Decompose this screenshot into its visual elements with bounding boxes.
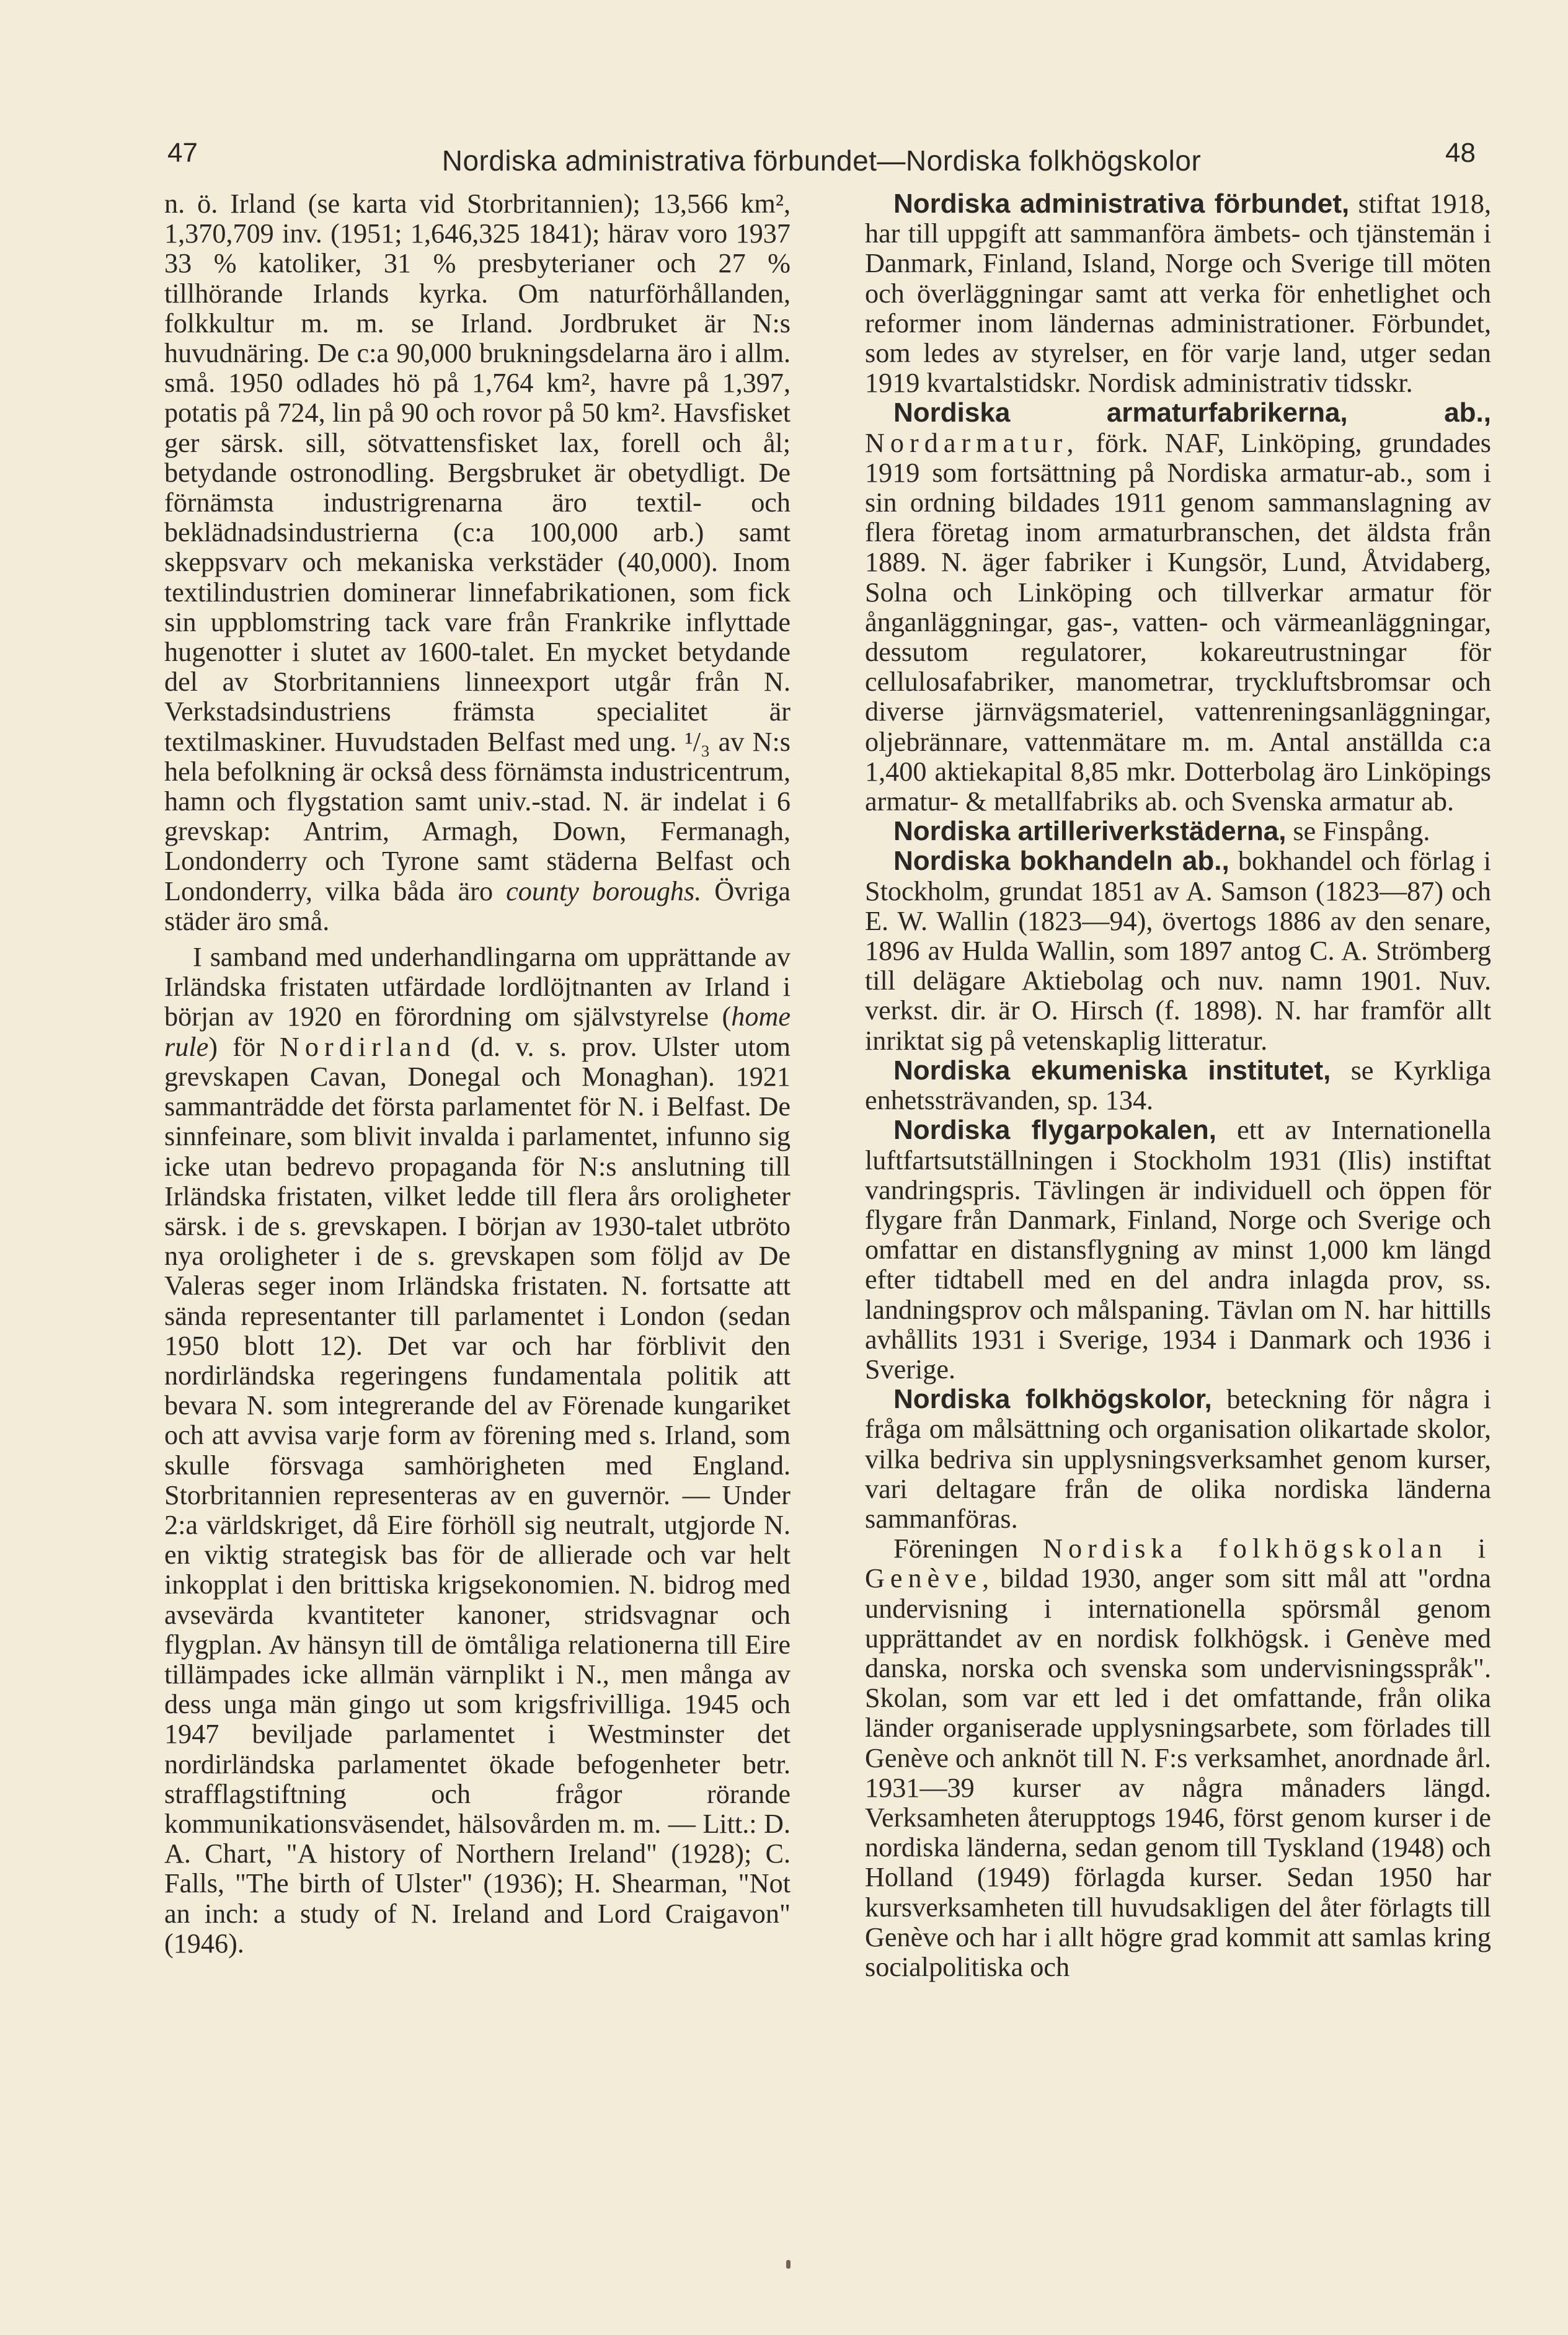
- entry-text: se Finspång.: [1286, 816, 1430, 847]
- entry-text: se Kyrkliga enhetssträvanden, sp. 134.: [865, 1055, 1491, 1116]
- emphasis: county boroughs.: [506, 875, 702, 906]
- entry-headword: Nordiska folkhögskolor,: [893, 1384, 1212, 1415]
- entry-text: beteckning för några i fråga om målsättning och organisation olikartade skolor, vilka bedriva sin upplysningsverksamhet genom kurser, vari deltagare från de olika nordiska länderna sammanföras.: [865, 1384, 1491, 1534]
- entry-headword: Nordiska artilleriverkstäderna,: [893, 816, 1287, 847]
- text-run: I samband med underhandlingarna om upprättande av Irländska fristaten utfärdade lordlöjtnanten av Irland i början av 1920 en förordning om självstyrelse (: [164, 942, 791, 1032]
- print-mark: [786, 2260, 791, 2269]
- right-column: [865, 189, 1491, 1982]
- entry-flygarpokalen: [865, 1115, 1491, 1385]
- spaced-term: Nordarmatur,: [865, 427, 1079, 458]
- entry-headword: Nordiska ekumeniska institutet,: [893, 1055, 1331, 1086]
- text-run: , bildad 1930, anger som sitt mål att "ordna undervisning i internationella spörsmål genom upprättandet av en nordisk folkhögsk. i Genève med danska, norska och svenska som undervisningsspråk". Skolan, som var ett led i det omfattande, från olika länder organiserade upplysningsarbete, som förlades till Genève och anknöt till N. F:s verksamhet, anordnade årl. 1931—39 kurser av några månaders längd. Verksamheten återupptogs 1946, först genom kurser i de nordiska länderna, sedan genom till Tyskland (1948) och Holland (1949) förlagda kurser. Sedan 1950 har kursverksamheten till huvudsakligen del åter förlagts till Genève och har i allt högre grad kommit att samlas kring socialpolitiska och: [865, 1563, 1491, 1982]
- text-run: n. ö. Irland (se karta vid Storbritannien); 13,566 km², 1,370,709 inv. (1951; 1,646,325 1841); härav voro 1937 33 % katoliker, 31 % presbyterianer och 27 % tillhörande Irlands kyrka. Om naturförhållanden, folkkultur m. m. se Irland. Jordbruket är N:s huvudnäring. De c:a 90,000 brukningsdelarna äro i allm. små. 1950 odlades hö på 1,764 km², havre på 1,397, potatis på 724, lin på 90 och rovor på 50 km². Havsfisket ger särsk. sill, sötvattensfisket lax, forell och ål; betydande ostronodling. Bergsbruket är obetydligt. De förnämsta industrigrenarna äro textil- och beklädnadsindustrierna (c:a 100,000 arb.) samt skeppsvarv och mekaniska verkstäder (40,000). Inom textilindustrien dominerar linnefabrikationen, som fick sin uppblomstring tack vare från Frankrike inflyttade hugenotter i slutet av 1600-talet. En mycket betydande del av Storbritanniens linneexport utgår från N. Verkstadsindustriens främsta specialitet är textilmaskiner. Huvudstaden Belfast med ung. ¹/₃ av N:s hela befolkning är också dess förnämsta industricentrum, hamn och flygstation samt univ.-stad. N. är indelat i 6 grevskap: Antrim, Armagh, Down, Fermanagh, Londonderry och Tyrone samt städerna Belfast och Londonderry, vilka båda äro: [164, 188, 791, 906]
- paragraph-northern-ireland-history: [164, 942, 791, 1959]
- page-number-left: 47: [167, 138, 198, 168]
- paragraph-geneve-school: [865, 1534, 1491, 1982]
- text-run: Övriga städer äro små.: [164, 875, 791, 936]
- entry-headword: Nordiska flygarpokalen,: [893, 1115, 1216, 1146]
- text-run: (d. v. s. prov. Ulster utom grevskapen Cavan, Donegal och Monaghan). 1921 sammanträdde det första parlamentet för N. i Belfast. De sinnfeinare, som blivit invalda i parlamentet, infunno sig icke utan bedrevo propaganda för N:s anslutning till Irländska fristaten, vilket ledde till flera års oroligheter särsk. i de s. grevskapen. I början av 1930-talet utbröto nya oroligheter i de s. grevskapen som följd av De Valeras seger inom Irländska fristaten. N. fortsatte att sända representanter till parlamentet i London (sedan 1950 blott 12). Det var och har förblivit den nordirländska regeringens fundamentala politik att bevara N. som integrerande del av Förenade kungariket och att avvisa varje form av förening med s. Irland, som skulle försvaga samhörigheten med England. Storbritannien representeras av en guvernör. — Under 2:a världskriget, då Eire förhöll sig neutralt, utgjorde N. en viktig strategisk bas för de allierade och var helt inkopplat i den brittiska krigsekonomien. N. bidrog med avsevärda kvantiteter kanoner, stridsvagnar och flygplan. Av hänsyn till de ömtåliga relationerna till Eire tillämpades icke allmän värnplikt i N., men många av dess unga män gingo ut som krigsfrivilliga. 1945 och 1947 beviljade parlamentet i Westminster det nordirländska parlamentet ökade befogenheter betr. strafflagstiftning och frågor rörande kommunikationsväsendet, hälsovården m. m. — Litt.: D. A. Chart, "A history of Northern Ireland" (1928); C. Falls, "The birth of Ulster" (1936); H. Shearman, "Not an inch: a study of N. Ireland and Lord Craigavon" (1946).: [164, 1031, 791, 1959]
- entry-text: stiftat 1918, har till uppgift att sammanföra ämbets- och tjänstemän i Danmark, Finland, Island, Norge och Sverige till möten och överläggningar samt att verka för enhetlighet och reformer inom ländernas administrationer. Förbundet, som ledes av styrelser, en för varje land, utger sedan 1919 kvartalstidskr. Nordisk administrativ tidsskr.: [865, 188, 1491, 399]
- page-number-right: 48: [1445, 138, 1476, 168]
- text-run: ) för: [208, 1031, 280, 1062]
- spaced-term: Nordirland: [280, 1031, 456, 1062]
- entry-administrativa-forbundet: [865, 189, 1491, 398]
- entry-bokhandeln: [865, 846, 1491, 1055]
- page-header: [167, 138, 1476, 181]
- emphasis: home rule: [164, 1001, 791, 1062]
- entry-text: ett av Internationella luftfartsutställningen i Stockholm 1931 (Ilis) instiftat vandringspris. Tävlingen är individuell och öppen för flygare från Danmark, Finland, Norge och Sverige och omfattar en distansflygning av minst 1,000 km längd efter tidtabell med en del andra inlagda prov, ss. landningsprov och målspaning. Tävlan om N. har hittills avhållits 1931 i Sverige, 1934 i Danmark och 1936 i Sverige.: [865, 1115, 1491, 1385]
- entry-armaturfabrikerna: [865, 398, 1491, 817]
- entry-folkhogskolor: [865, 1385, 1491, 1534]
- entry-headword: Nordiska administrativa förbundet,: [893, 188, 1350, 219]
- entry-headword: Nordiska armaturfabrikerna, ab.,: [893, 397, 1491, 428]
- entry-text: förk. NAF, Linköping, grundades 1919 som fortsättning på Nordiska armatur-ab., som i sin ordning bildades 1911 genom sammanslagning av flera företag inom armaturbranschen, det äldsta från 1889. N. äger fabriker i Kungsör, Lund, Åtvidaberg, Solna och Linköping och tillverkar armatur för ånganläggningar, gas-, vatten- och värmeanläggningar, dessutom regulatorer, kokareutrustningar för cellulosafabriker, manometrar, tryckluftsbromsar och diverse järnvägsmateriel, vattenreningsanläggningar, oljebrännare, vattenmätare m. m. Antal anställda c:a 1,400 aktiekapital 8,85 mkr. Dotterbolag äro Linköpings armatur- & metallfabriks ab. och Svenska armatur ab.: [865, 427, 1491, 817]
- text-run: Föreningen: [893, 1533, 1043, 1564]
- spaced-term: Nordiska folkhögskolan i Genève: [865, 1533, 1491, 1594]
- entry-headword: Nordiska bokhandeln ab.,: [893, 846, 1229, 877]
- entry-text: bokhandel och förlag i Stockholm, grundat 1851 av A. Samson (1823—87) och E. W. Wallin (1823—94), övertogs 1886 av den senare, 1896 av Hulda Wallin, som 1897 antog C. A. Strömberg till delägare Aktiebolag och nuv. namn 1901. Nuv. verkst. dir. är O. Hirsch (f. 1898). N. har framför allt inriktat sig på vetenskaplig litteratur.: [865, 846, 1492, 1056]
- running-title: Nordiska administrativa förbundet—Nordiska folkhögskolor: [441, 144, 1202, 177]
- entry-ekumeniska-institutet: [865, 1056, 1491, 1115]
- left-column: [164, 189, 791, 1959]
- entry-artilleriverkstaderna: [865, 817, 1491, 846]
- paragraph-northern-ireland-geography: [164, 189, 791, 936]
